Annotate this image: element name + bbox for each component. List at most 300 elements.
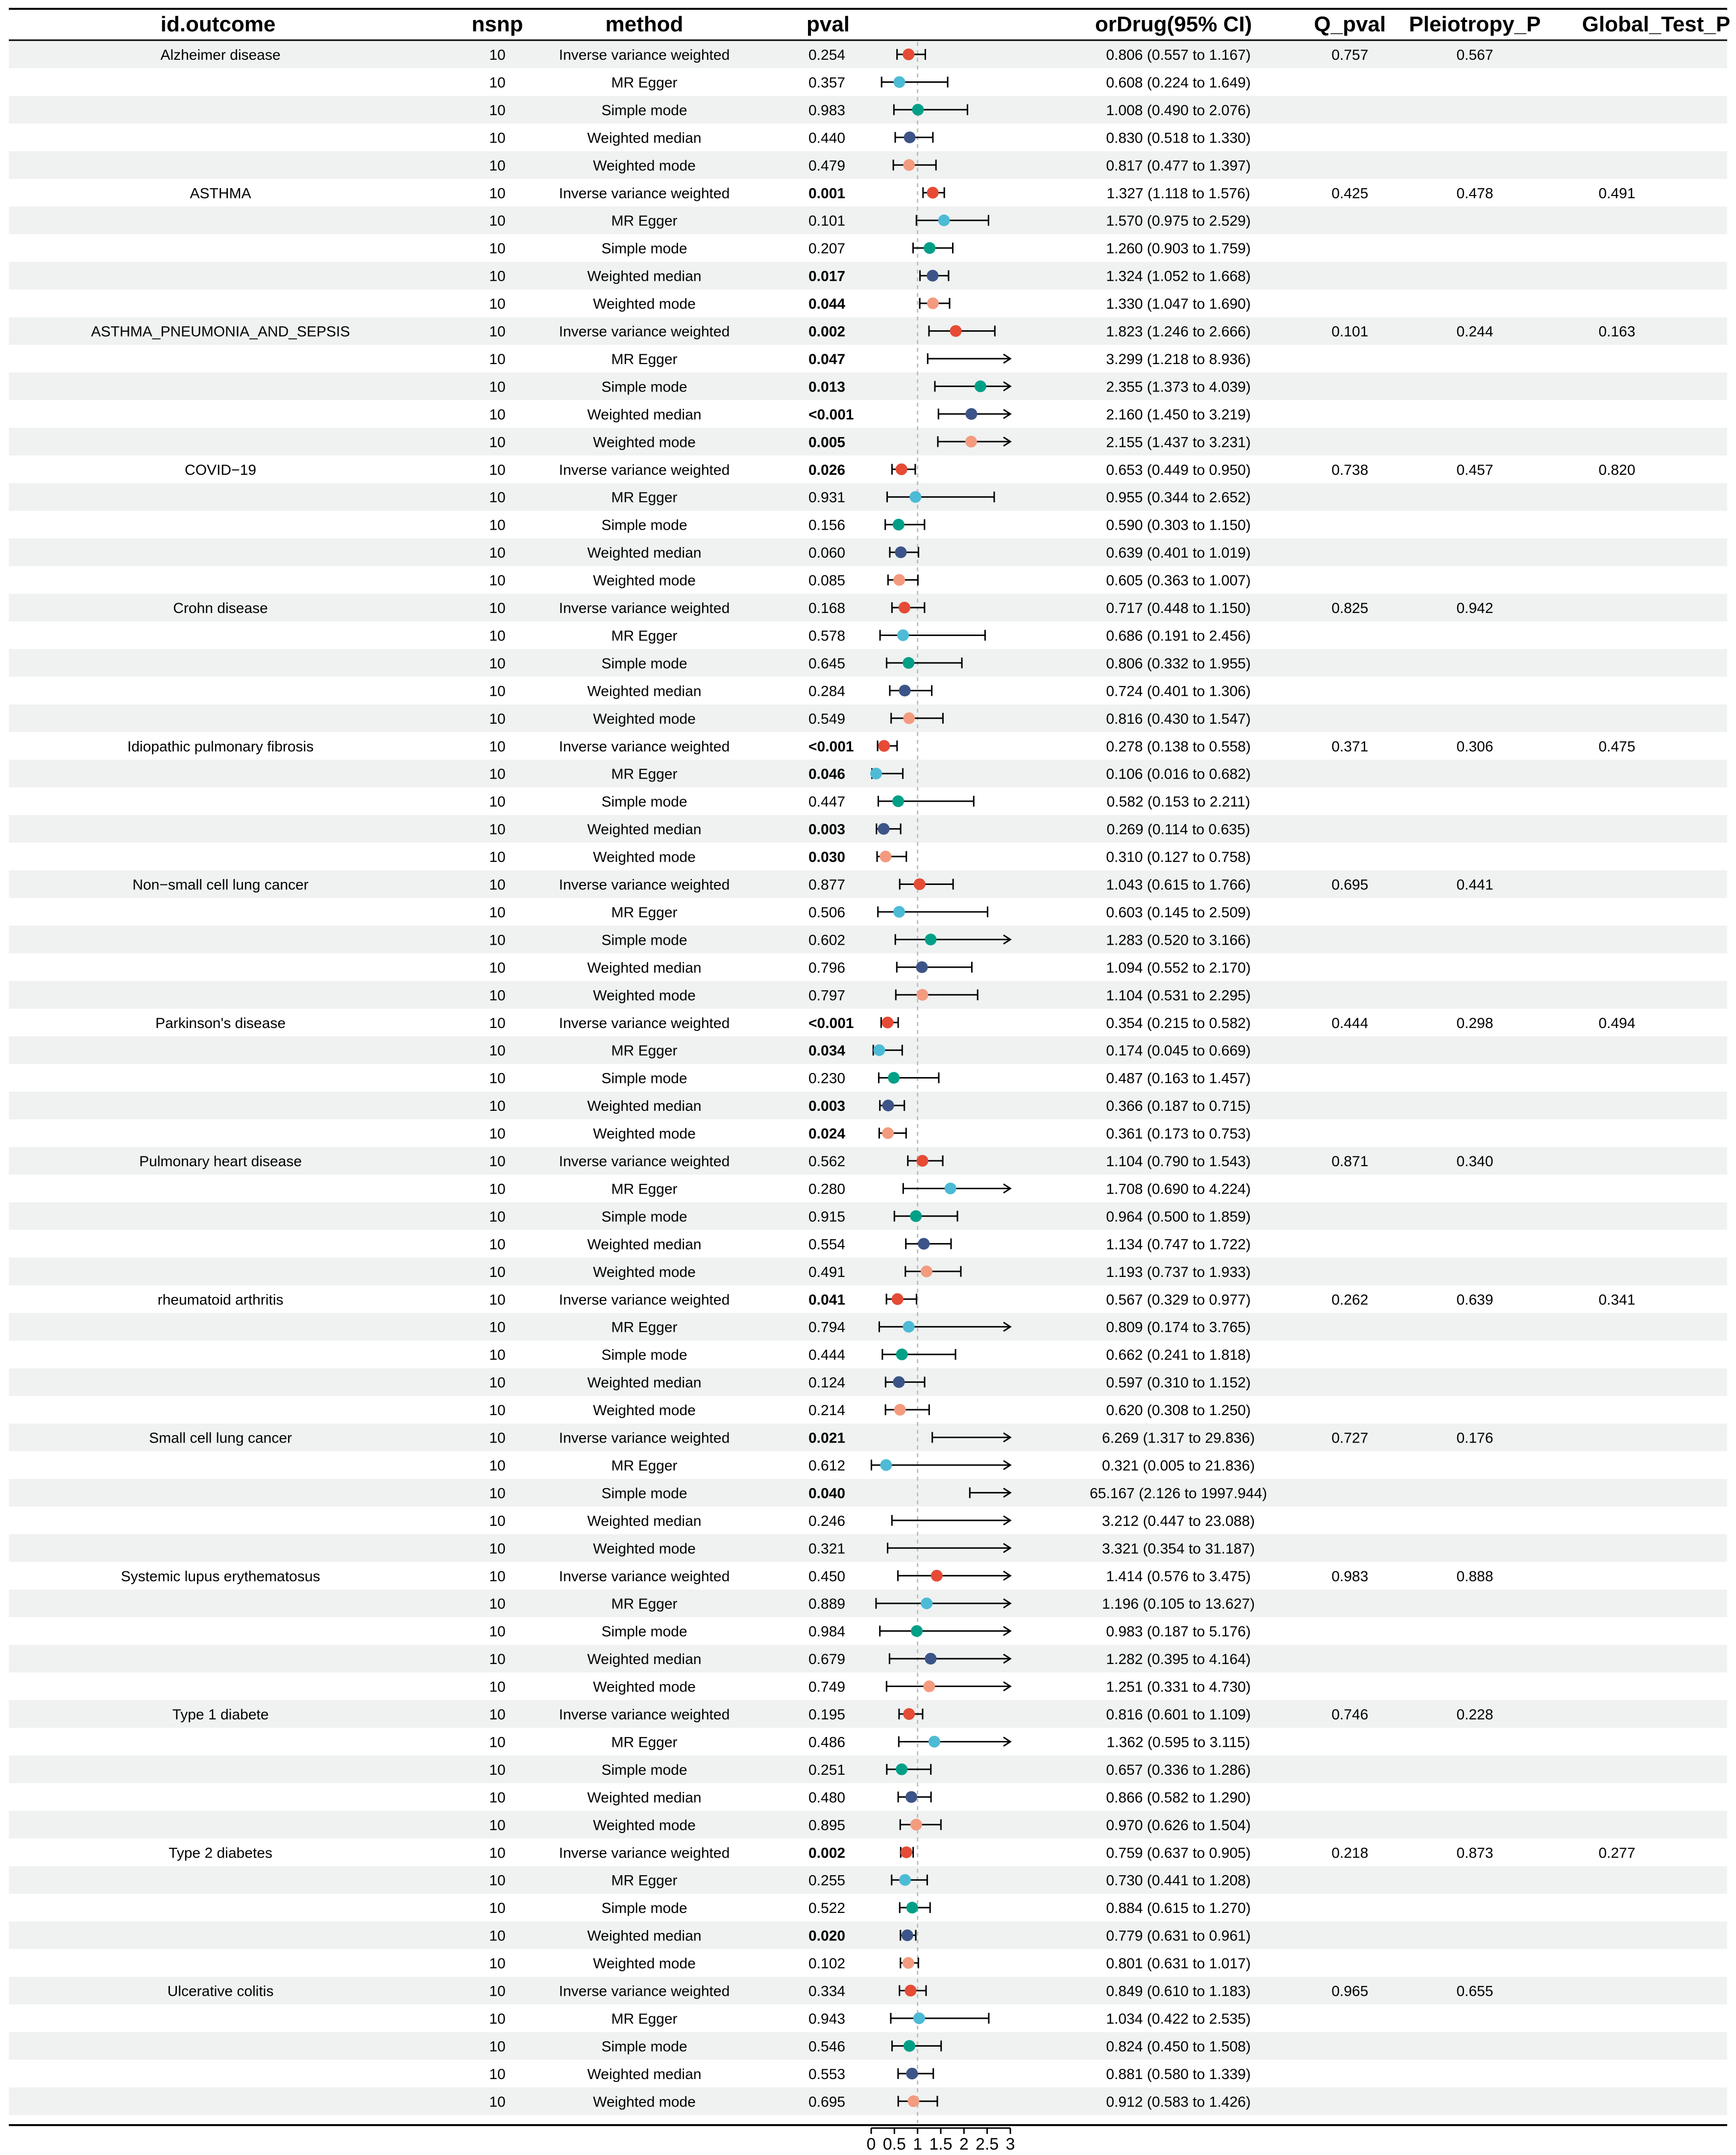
pval-value: 0.797 (808, 987, 846, 1004)
or-ci-text: 0.590 (0.303 to 1.150) (1106, 517, 1251, 534)
outcome-label: Idiopathic pulmonary fibrosis (127, 738, 314, 755)
nsnp-value: 10 (489, 241, 506, 257)
method-label: Weighted median (587, 130, 702, 147)
or-point (929, 1736, 940, 1747)
method-label: MR Egger (611, 74, 678, 91)
outcome-label: rheumatoid arthritis (157, 1292, 284, 1308)
or-point (904, 2040, 915, 2052)
nsnp-value: 10 (489, 323, 506, 340)
outcome-label: ASTHMA_PNEUMONIA_AND_SEPSIS (91, 323, 350, 340)
or-point (903, 657, 914, 669)
outcome-label: Systemic lupus erythematosus (121, 1568, 320, 1585)
method-label: Weighted mode (593, 1402, 696, 1419)
method-label: Weighted median (587, 268, 702, 285)
or-point (914, 879, 926, 890)
global-test-value: 0.820 (1598, 462, 1636, 478)
or-ci-text: 1.260 (0.903 to 1.759) (1106, 241, 1251, 257)
row-stripe (9, 1092, 1727, 1119)
or-point (965, 408, 977, 420)
nsnp-value: 10 (489, 1430, 506, 1446)
method-label: Simple mode (601, 1762, 687, 1778)
or-ci-text: 1.362 (0.595 to 3.115) (1106, 1734, 1250, 1751)
nsnp-value: 10 (489, 766, 506, 783)
pval-value: 0.041 (808, 1292, 846, 1308)
nsnp-value: 10 (489, 1983, 506, 2000)
outcome-label: Non−small cell lung cancer (132, 877, 309, 893)
nsnp-value: 10 (489, 959, 506, 976)
nsnp-value: 10 (489, 1845, 506, 1861)
method-label: Weighted mode (593, 296, 696, 313)
pleiotropy-value: 0.298 (1456, 1015, 1493, 1031)
nsnp-value: 10 (489, 1292, 506, 1308)
q-pval-value: 0.738 (1331, 462, 1369, 478)
or-ci-text: 0.724 (0.401 to 1.306) (1106, 683, 1251, 700)
method-label: Weighted mode (593, 157, 696, 174)
nsnp-value: 10 (489, 1541, 506, 1557)
or-point (901, 1846, 912, 1858)
pval-value: 0.168 (808, 600, 846, 616)
row-stripe (9, 815, 1727, 842)
method-label: Weighted mode (593, 1264, 696, 1280)
method-label: Inverse variance weighted (559, 47, 730, 63)
method-label: Inverse variance weighted (559, 1153, 730, 1170)
pleiotropy-value: 0.457 (1456, 462, 1493, 478)
row-stripe (9, 981, 1727, 1008)
or-ci-text: 0.816 (0.601 to 1.109) (1106, 1707, 1251, 1723)
global-test-value: 0.475 (1598, 738, 1636, 755)
nsnp-value: 10 (489, 932, 506, 949)
method-label: Inverse variance weighted (559, 462, 730, 478)
row-stripe (9, 759, 1727, 787)
or-point (873, 1044, 885, 1056)
or-ci-text: 1.134 (0.747 to 1.722) (1106, 1236, 1251, 1253)
or-point (917, 1155, 929, 1167)
pval-value: 0.214 (808, 1402, 846, 1419)
or-ci-text: 0.717 (0.448 to 1.150) (1106, 600, 1251, 616)
pval-value: 0.001 (808, 185, 846, 202)
nsnp-value: 10 (489, 1374, 506, 1391)
method-label: Weighted mode (593, 1817, 696, 1834)
or-point (945, 1182, 956, 1194)
pval-value: 0.101 (808, 213, 846, 229)
or-point (905, 1985, 916, 1997)
row-stripe (9, 2032, 1727, 2059)
nsnp-value: 10 (489, 1457, 506, 1474)
or-ci-text: 0.269 (0.114 to 0.635) (1106, 821, 1250, 838)
nsnp-value: 10 (489, 379, 506, 395)
nsnp-value: 10 (489, 877, 506, 893)
nsnp-value: 10 (489, 1900, 506, 1917)
nsnp-value: 10 (489, 1098, 506, 1115)
pval-value: 0.254 (808, 47, 846, 63)
method-label: MR Egger (611, 1734, 678, 1751)
or-point (893, 574, 905, 586)
q-pval-value: 0.695 (1331, 877, 1369, 893)
pleiotropy-value: 0.441 (1456, 877, 1493, 893)
or-point (897, 629, 909, 641)
row-stripe (9, 1645, 1727, 1672)
or-point (950, 325, 962, 337)
method-label: Weighted mode (593, 710, 696, 727)
pval-value: 0.124 (808, 1374, 846, 1391)
or-ci-text: 0.824 (0.450 to 1.508) (1106, 2038, 1251, 2055)
or-ci-text: 0.779 (0.631 to 0.961) (1106, 1928, 1251, 1944)
pval-value: 0.321 (808, 1541, 846, 1557)
nsnp-value: 10 (489, 1126, 506, 1142)
pval-value: 0.017 (808, 268, 846, 285)
method-label: Weighted mode (593, 572, 696, 589)
nsnp-value: 10 (489, 1956, 506, 1972)
outcome-label: Type 2 diabetes (169, 1845, 272, 1861)
nsnp-value: 10 (489, 130, 506, 147)
or-point (927, 297, 939, 309)
or-ci-text: 0.866 (0.582 to 1.290) (1106, 1789, 1251, 1806)
or-point (903, 49, 914, 60)
nsnp-value: 10 (489, 710, 506, 727)
nsnp-value: 10 (489, 47, 506, 63)
or-ci-text: 0.310 (0.127 to 0.758) (1106, 849, 1251, 866)
or-point (916, 961, 928, 973)
or-point (903, 1957, 914, 1969)
row-stripe (9, 1866, 1727, 1893)
or-point (903, 159, 915, 171)
outcome-label: ASTHMA (190, 185, 251, 202)
global-test-value: 0.341 (1598, 1292, 1636, 1308)
or-point (870, 768, 882, 780)
or-point (927, 270, 938, 282)
or-point (917, 989, 929, 1001)
pval-value: 0.230 (808, 1070, 846, 1087)
or-ci-text: 0.278 (0.138 to 0.558) (1106, 738, 1251, 755)
or-point (880, 851, 891, 862)
pval-value: 0.024 (808, 1126, 846, 1142)
pval-value: 0.021 (808, 1430, 846, 1446)
or-ci-text: 0.884 (0.615 to 1.270) (1106, 1900, 1251, 1917)
nsnp-value: 10 (489, 572, 506, 589)
or-point (899, 685, 911, 696)
nsnp-value: 10 (489, 1347, 506, 1364)
or-ci-text: 0.106 (0.016 to 0.682) (1106, 766, 1251, 783)
or-point (895, 546, 906, 558)
global-test-value: 0.491 (1598, 185, 1636, 202)
nsnp-value: 10 (489, 1651, 506, 1668)
q-pval-value: 0.871 (1331, 1153, 1369, 1170)
row-stripe (9, 428, 1727, 455)
q-pval-value: 0.825 (1331, 600, 1369, 616)
nsnp-value: 10 (489, 102, 506, 119)
or-ci-text: 2.160 (1.450 to 3.219) (1106, 406, 1251, 423)
pval-value: 0.450 (808, 1568, 846, 1585)
pval-value: 0.796 (808, 959, 846, 976)
nsnp-value: 10 (489, 268, 506, 285)
outcome-label: Type 1 diabete (172, 1707, 269, 1723)
nsnp-value: 10 (489, 545, 506, 562)
pval-value: 0.679 (808, 1651, 846, 1668)
pleiotropy-value: 0.888 (1456, 1568, 1493, 1585)
pleiotropy-value: 0.228 (1456, 1707, 1493, 1723)
pval-value: 0.246 (808, 1513, 846, 1529)
method-label: Inverse variance weighted (559, 323, 730, 340)
or-point (965, 436, 977, 447)
or-point (912, 104, 924, 116)
or-point (892, 795, 904, 807)
method-label: Simple mode (601, 1485, 687, 1502)
nsnp-value: 10 (489, 849, 506, 866)
pval-value: 0.046 (808, 766, 846, 783)
pval-value: 0.440 (808, 130, 846, 147)
nsnp-value: 10 (489, 1181, 506, 1198)
or-point (910, 1210, 922, 1222)
or-ci-text: 0.657 (0.336 to 1.286) (1106, 1762, 1251, 1778)
or-ci-text: 1.094 (0.552 to 2.170) (1106, 959, 1251, 976)
method-label: Simple mode (601, 1070, 687, 1087)
method-label: Weighted mode (593, 2094, 696, 2110)
nsnp-value: 10 (489, 490, 506, 506)
or-point (893, 1376, 905, 1388)
method-label: Weighted median (587, 1651, 702, 1668)
nsnp-value: 10 (489, 628, 506, 644)
method-label: Weighted median (587, 545, 702, 562)
method-label: Inverse variance weighted (559, 185, 730, 202)
row-stripe (9, 2087, 1727, 2115)
or-point (880, 1459, 892, 1471)
row-stripe (9, 1921, 1727, 1949)
pval-value: 0.002 (808, 1845, 846, 1861)
or-point (903, 1321, 915, 1333)
nsnp-value: 10 (489, 1015, 506, 1031)
pval-value: 0.251 (808, 1762, 846, 1778)
pval-value: 0.255 (808, 1872, 846, 1889)
outcome-label: Crohn disease (173, 600, 268, 616)
method-label: Simple mode (601, 1208, 687, 1225)
or-ci-text: 6.269 (1.317 to 29.836) (1102, 1430, 1255, 1446)
method-label: Inverse variance weighted (559, 600, 730, 616)
nsnp-value: 10 (489, 517, 506, 534)
pval-value: 0.034 (808, 1043, 846, 1059)
pval-value: 0.195 (808, 1707, 846, 1723)
pval-value: 0.447 (808, 794, 846, 810)
or-ci-text: 0.174 (0.045 to 0.669) (1106, 1043, 1251, 1059)
method-label: Weighted median (587, 1236, 702, 1253)
q-pval-value: 0.371 (1331, 738, 1369, 755)
pval-value: 0.546 (808, 2038, 846, 2055)
or-ci-text: 0.686 (0.191 to 2.456) (1106, 628, 1251, 644)
pleiotropy-value: 0.340 (1456, 1153, 1493, 1170)
method-label: MR Egger (611, 766, 678, 783)
or-point (882, 1017, 894, 1029)
pval-value: 0.156 (808, 517, 846, 534)
nsnp-value: 10 (489, 1153, 506, 1170)
global-test-value: 0.163 (1598, 323, 1636, 340)
or-ci-text: 3.212 (0.447 to 23.088) (1102, 1513, 1255, 1529)
or-point (903, 712, 915, 724)
outcome-label: Alzheimer disease (160, 47, 281, 63)
pleiotropy-value: 0.478 (1456, 185, 1493, 202)
method-label: Weighted mode (593, 1541, 696, 1557)
pval-value: 0.003 (808, 821, 846, 838)
or-point (893, 519, 905, 531)
method-label: Weighted median (587, 2066, 702, 2082)
nsnp-value: 10 (489, 600, 506, 616)
or-point (911, 1625, 923, 1637)
or-ci-text: 0.354 (0.215 to 0.582) (1106, 1015, 1251, 1031)
nsnp-value: 10 (489, 904, 506, 921)
or-ci-text: 1.034 (0.422 to 2.535) (1106, 2010, 1251, 2027)
pval-value: 0.207 (808, 241, 846, 257)
or-point (878, 740, 890, 752)
or-ci-text: 3.321 (0.354 to 31.187) (1102, 1541, 1255, 1557)
x-tick-label: 2 (959, 2135, 969, 2153)
method-label: MR Egger (611, 1596, 678, 1613)
or-point (904, 131, 916, 143)
row-stripe (9, 151, 1727, 179)
pval-value: 0.915 (808, 1208, 846, 1225)
or-ci-text: 0.620 (0.308 to 1.250) (1106, 1402, 1251, 1419)
method-label: Simple mode (601, 102, 687, 119)
row-stripe (9, 1811, 1727, 1838)
or-point (923, 1681, 935, 1692)
method-label: Inverse variance weighted (559, 1015, 730, 1031)
pval-value: 0.522 (808, 1900, 846, 1917)
or-point (924, 242, 935, 254)
nsnp-value: 10 (489, 1236, 506, 1253)
pleiotropy-value: 0.176 (1456, 1430, 1493, 1446)
or-point (910, 1819, 922, 1831)
or-ci-text: 0.582 (0.153 to 2.211) (1106, 794, 1250, 810)
or-ci-text: 0.366 (0.187 to 0.715) (1106, 1098, 1251, 1115)
pleiotropy-value: 0.567 (1456, 47, 1493, 63)
method-label: Simple mode (601, 655, 687, 672)
outcome-label: Parkinson's disease (155, 1015, 286, 1031)
or-ci-text: 0.567 (0.329 to 0.977) (1106, 1292, 1251, 1308)
nsnp-value: 10 (489, 1596, 506, 1613)
pval-value: 0.983 (808, 102, 846, 119)
or-point (893, 906, 905, 918)
method-label: Weighted median (587, 959, 702, 976)
pval-value: <0.001 (808, 738, 854, 755)
q-pval-value: 0.218 (1331, 1845, 1369, 1861)
row-stripe (9, 926, 1727, 953)
or-point (899, 1874, 911, 1886)
pval-value: 0.005 (808, 434, 846, 451)
x-tick-label: 3 (1005, 2135, 1015, 2153)
or-ci-text: 1.330 (1.047 to 1.690) (1106, 296, 1251, 313)
or-point (903, 1708, 915, 1720)
pval-value: 0.020 (808, 1928, 846, 1944)
pval-value: 0.695 (808, 2094, 846, 2110)
or-ci-text: 1.043 (0.615 to 1.766) (1106, 877, 1251, 893)
method-label: Simple mode (601, 1900, 687, 1917)
method-label: Simple mode (601, 2038, 687, 2055)
method-label: Weighted median (587, 1374, 702, 1391)
or-ci-text: 0.955 (0.344 to 2.652) (1106, 490, 1251, 506)
or-ci-text: 0.964 (0.500 to 1.859) (1106, 1208, 1251, 1225)
nsnp-value: 10 (489, 2094, 506, 2110)
or-point (927, 187, 939, 198)
or-point (888, 1072, 900, 1084)
pval-value: 0.040 (808, 1485, 846, 1502)
method-label: Weighted median (587, 406, 702, 423)
or-point (892, 1293, 904, 1305)
method-label: Inverse variance weighted (559, 1707, 730, 1723)
pval-value: 0.506 (808, 904, 846, 921)
column-header: Q_pval (1314, 12, 1386, 36)
row-stripe (9, 649, 1727, 677)
column-header: orDrug(95% CI) (1095, 12, 1252, 36)
nsnp-value: 10 (489, 185, 506, 202)
pval-value: 0.562 (808, 1153, 846, 1170)
nsnp-value: 10 (489, 213, 506, 229)
outcome-label: COVID−19 (185, 462, 256, 478)
or-ci-text: 0.881 (0.580 to 1.339) (1106, 2066, 1251, 2082)
or-ci-text: 1.251 (0.331 to 4.730) (1106, 1679, 1251, 1695)
or-ci-text: 0.849 (0.610 to 1.183) (1106, 1983, 1251, 2000)
pval-value: 0.044 (808, 296, 846, 313)
nsnp-value: 10 (489, 1319, 506, 1336)
nsnp-value: 10 (489, 2066, 506, 2082)
nsnp-value: 10 (489, 1789, 506, 1806)
pleiotropy-value: 0.306 (1456, 738, 1493, 755)
or-ci-text: 0.639 (0.401 to 1.019) (1106, 545, 1251, 562)
nsnp-value: 10 (489, 462, 506, 478)
column-header: Pleiotropy_P (1409, 12, 1541, 36)
or-ci-text: 2.355 (1.373 to 4.039) (1106, 379, 1251, 395)
pval-value: 0.645 (808, 655, 846, 672)
nsnp-value: 10 (489, 157, 506, 174)
pval-value: 0.284 (808, 683, 846, 700)
or-ci-text: 0.759 (0.637 to 0.905) (1106, 1845, 1251, 1861)
q-pval-value: 0.746 (1331, 1707, 1369, 1723)
pval-value: 0.877 (808, 877, 846, 893)
or-point (882, 1100, 894, 1111)
pval-value: 0.102 (808, 1956, 846, 1972)
row-stripe (9, 1202, 1727, 1230)
nsnp-value: 10 (489, 683, 506, 700)
pval-value: 0.085 (808, 572, 846, 589)
or-ci-text: 0.983 (0.187 to 5.176) (1106, 1623, 1251, 1640)
or-point (899, 602, 910, 613)
nsnp-value: 10 (489, 1513, 506, 1529)
row-stripe (9, 1258, 1727, 1285)
row-stripe (9, 1590, 1727, 1617)
pval-value: 0.444 (808, 1347, 846, 1364)
nsnp-value: 10 (489, 1872, 506, 1889)
pval-value: 0.749 (808, 1679, 846, 1695)
or-ci-text: 1.823 (1.246 to 2.666) (1106, 323, 1251, 340)
pval-value: 0.013 (808, 379, 846, 395)
method-label: MR Egger (611, 1457, 678, 1474)
x-tick-label: 0 (866, 2135, 876, 2153)
column-header: pval (806, 12, 850, 36)
pleiotropy-value: 0.639 (1456, 1292, 1493, 1308)
method-label: Simple mode (601, 241, 687, 257)
pval-value: 0.002 (808, 323, 846, 340)
column-header: id.outcome (160, 12, 276, 36)
method-label: Inverse variance weighted (559, 1845, 730, 1861)
pval-value: 0.030 (808, 849, 846, 866)
method-label: Simple mode (601, 1623, 687, 1640)
q-pval-value: 0.425 (1331, 185, 1369, 202)
or-point (896, 1348, 908, 1360)
outcome-label: Ulcerative colitis (167, 1983, 274, 2000)
or-ci-text: 1.327 (1.118 to 1.576) (1106, 185, 1250, 202)
or-ci-text: 0.487 (0.163 to 1.457) (1106, 1070, 1251, 1087)
method-label: MR Egger (611, 1872, 678, 1889)
nsnp-value: 10 (489, 1043, 506, 1059)
pval-value: 0.003 (808, 1098, 846, 1115)
pval-value: 0.334 (808, 1983, 846, 2000)
or-ci-text: 0.603 (0.145 to 2.509) (1106, 904, 1251, 921)
